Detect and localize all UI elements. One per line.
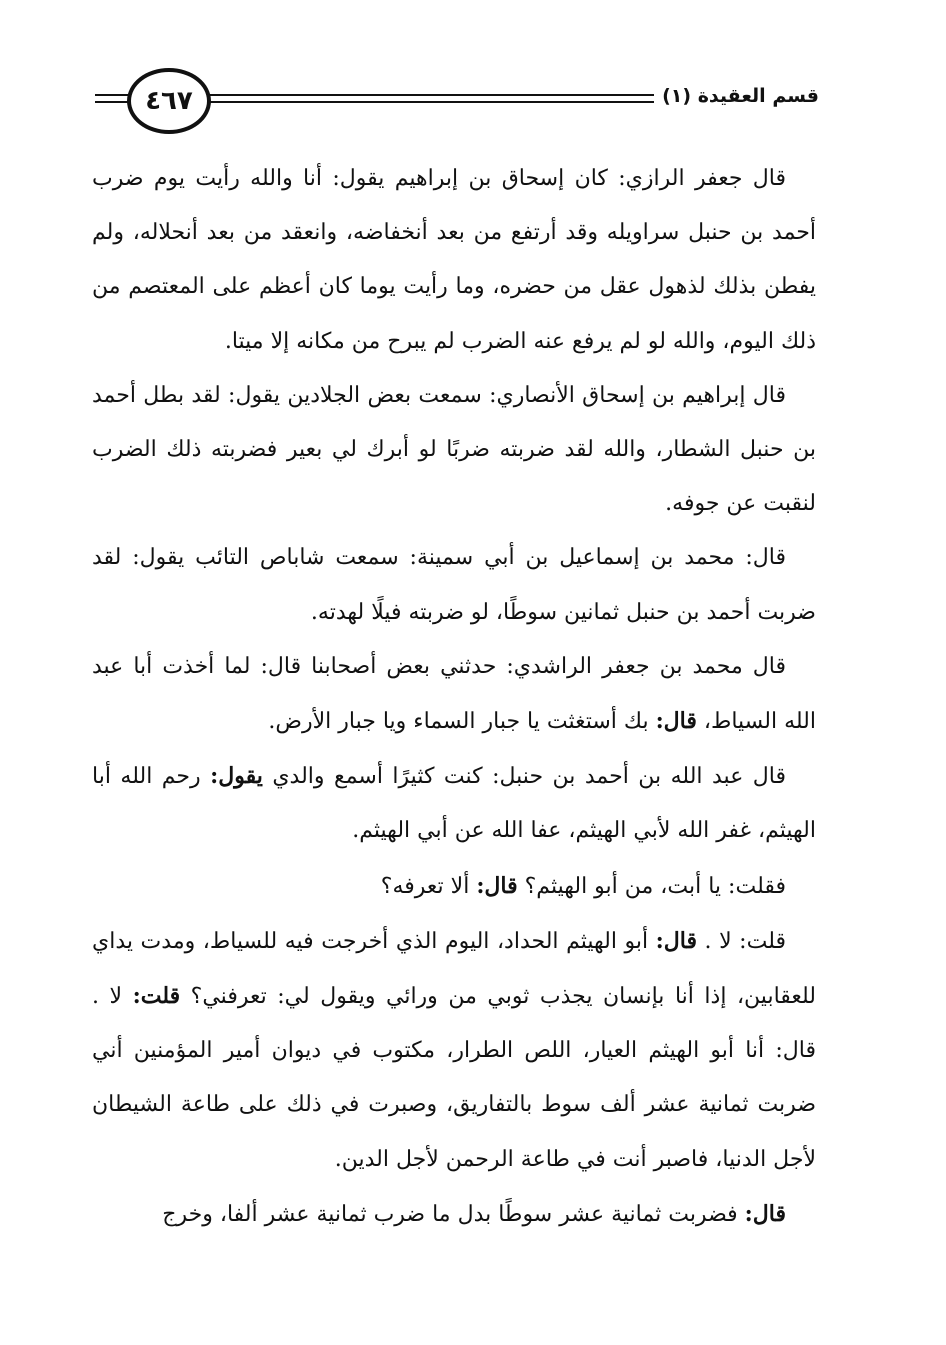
text-run: بك أستغثت يا جبار السماء ويا جبار الأرض. bbox=[268, 709, 656, 735]
page-header bbox=[95, 60, 825, 140]
text-run: ألا تعرفه؟ bbox=[380, 873, 477, 899]
text-run: قلت: لا . bbox=[696, 928, 786, 954]
paragraph bbox=[92, 369, 816, 532]
paragraph bbox=[92, 859, 816, 914]
text-run: فضربت ثمانية عشر سوطًا بدل ما ضرب ثمانية عشر ألفا، وخرج bbox=[162, 1201, 745, 1227]
text-run: قال إبراهيم بن إسحاق الأنصاري: سمعت بعض الجلادين يقول: لقد بطل أحمد بن حنبل الشطار، والله لقد ضربته ضربًا لو أبرك لي بعير فضربته ذلك الضرب لنقبت عن جوفه. bbox=[92, 382, 816, 517]
chapter-title: قسم العقيدة (١) bbox=[654, 82, 825, 110]
header-rule bbox=[95, 101, 129, 103]
text-run: فقلت: يا أبت، من أبو الهيثم؟ bbox=[517, 873, 786, 899]
text-run: قال محمد بن جعفر الراشدي: حدثني بعض أصحابنا قال: لما أخذت أبا عبد الله السياط، bbox=[92, 653, 816, 735]
text-run: لا . قال: أنا أبو الهيثم العيار، اللص الطرار، مكتوب في ديوان أمير المؤمنين أني ضربت ثمانية عشر ألف سوط بالتفاريق، وصبرت في ذلك على طاعة الشيطان لأجل الدنيا، فاصبر أنت في طاعة الرحمن لأجل الدين. bbox=[92, 984, 816, 1172]
paragraph bbox=[92, 640, 816, 749]
bold-speaker-label: قال: bbox=[655, 927, 697, 954]
paragraph bbox=[92, 1187, 816, 1242]
page-number-badge bbox=[127, 68, 211, 134]
text-run: قال: محمد بن إسماعيل بن أبي سمينة: سمعت شاباص التائب يقول: لقد ضربت أحمد بن حنبل ثمانين سوطًا، لو ضربته فيلًا لهدته. bbox=[92, 545, 816, 625]
paragraph bbox=[92, 531, 816, 639]
header-rule bbox=[95, 94, 129, 96]
bold-speaker-label: يقول: bbox=[210, 763, 263, 790]
bold-speaker-label: قلت: bbox=[132, 983, 181, 1010]
text-run: قال جعفر الرازي: كان إسحاق بن إبراهيم يقول: أنا والله رأيت يوم ضرب أحمد بن حنبل سراويله وقد أرتفع من بعد أنخفاضه، وانعقد من بعد أنحلاله، ولم يفطن بذلك لذهول عقل من حضره، وما رأيت يوما كان أعظم على المعتصم من ذلك اليوم، والله لو لم يرفع عنه الضرب لم يبرح من مكانه إلا ميتا. bbox=[92, 166, 816, 354]
bold-speaker-label: قال: bbox=[476, 872, 518, 899]
page-number: ٤٦٧ bbox=[145, 86, 193, 116]
paragraph bbox=[92, 152, 816, 369]
text-run: قال عبد الله بن أحمد بن حنبل: كنت كثيرًا أسمع والدي bbox=[262, 764, 786, 790]
bold-speaker-label: قال: bbox=[655, 708, 697, 735]
bold-speaker-label: قال: bbox=[744, 1200, 786, 1227]
page-body bbox=[92, 152, 816, 1242]
text-run: رحم الله أبا الهيثم، غفر الله لأبي الهيثم، عفا الله عن أبي الهيثم. bbox=[92, 764, 816, 844]
text-run: أبو الهيثم الحداد، اليوم الذي أخرجت فيه للسياط، ومدت يداي للعقابين، إذا أنا بإنسان يجذب ثوبي من ورائي ويقول لي: تعرفني؟ bbox=[92, 928, 817, 1010]
paragraph bbox=[92, 914, 816, 1187]
paragraph bbox=[92, 749, 816, 858]
